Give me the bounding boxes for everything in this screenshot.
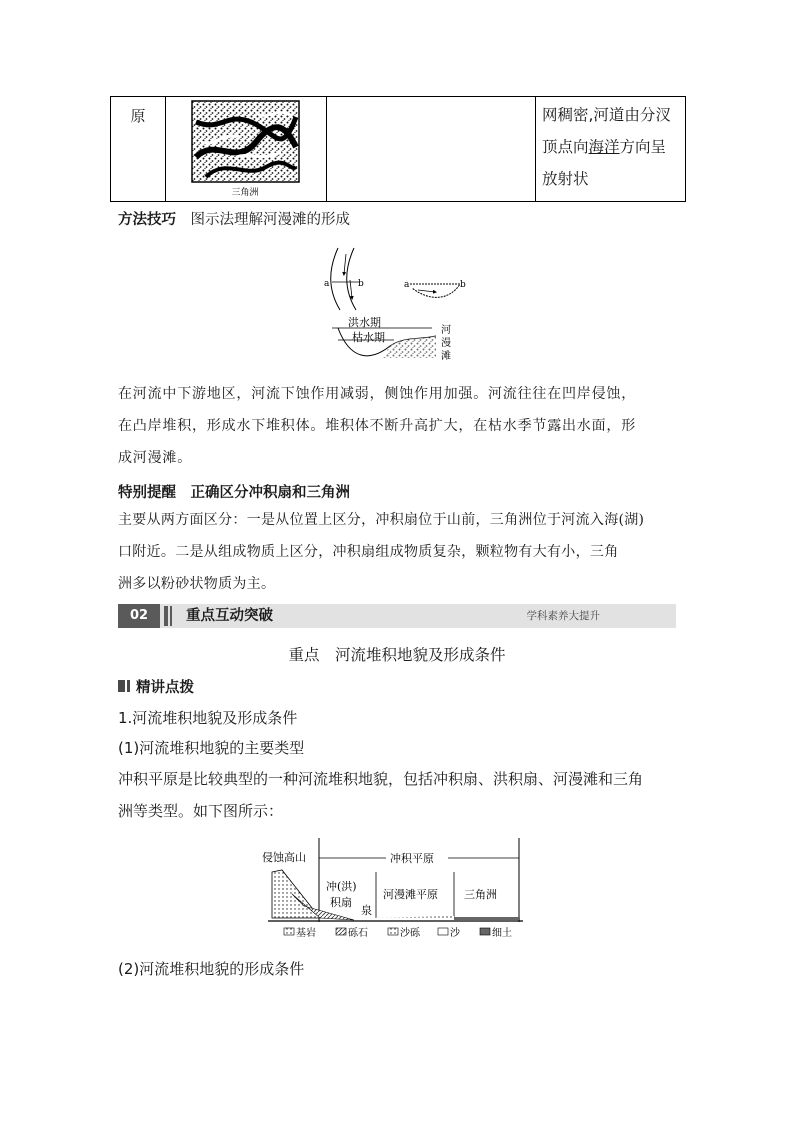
legend-bedrock: 基岩: [296, 928, 316, 939]
section-title: 重点互动突破: [186, 608, 273, 624]
floodplain-formation-figure: [320, 240, 480, 365]
fan-label-1: 冲(洪): [326, 880, 357, 893]
jingjiang-heading: 精讲点拨: [136, 680, 194, 696]
row-label-text: 原: [130, 107, 146, 125]
delta-image-cell: [166, 97, 327, 202]
body-paragraph: 冲积平原是比较典型的一种河流堆积地貌，包括冲积扇、洪积扇、河漫滩和三角 洲等类型。如下图所示：: [118, 770, 644, 820]
desc-line-3: 放射状: [542, 170, 589, 188]
landform-table: [110, 96, 686, 202]
method-paragraph: 在河流中下游地区，河流下蚀作用减弱，侧蚀作用加强。河流往往在凹岸侵蚀， 在凸岸堆积，形成水下堆积体。堆积体不断升高扩大，在枯水季节露出水面，形 成河漫滩。: [118, 386, 636, 466]
desc-underlined-word: 海洋: [588, 138, 620, 156]
spring-label: 泉: [361, 904, 372, 917]
desc-line-1: 网稠密,河道由分汊: [542, 106, 671, 124]
legend-sand: 沙: [450, 928, 460, 939]
item-1-1: (1)河流堆积地貌的主要类型: [118, 739, 305, 757]
section-bar: [118, 604, 676, 628]
label-b: b: [358, 279, 364, 289]
section-square-icon: [118, 680, 130, 692]
label-flood: 洪水期: [348, 316, 381, 329]
label-floodplain-2: 漫: [441, 338, 451, 349]
floodplain-plain-label: 河漫滩平原: [383, 888, 438, 901]
legend-gravel: 砾石: [348, 928, 368, 939]
empty-cell: [327, 97, 536, 202]
fan-label-2: 积扇: [330, 896, 352, 909]
method-heading: 方法技巧 图示法理解河漫滩的形成: [118, 212, 350, 228]
desc-line-2: 顶点向海洋方向呈: [542, 138, 667, 156]
square-icon-split: [125, 680, 127, 692]
delta-map-image: [166, 97, 326, 201]
legend-fine-soil: 细土: [492, 928, 512, 939]
image-caption: 三角洲: [231, 188, 259, 198]
label-dry: 枯水期: [352, 331, 385, 344]
plain-label: 冲积平原: [390, 852, 434, 865]
reminder-paragraph: 主要从两方面区分：一是从位置上区分，冲积扇位于山前，三角洲位于河流入海(湖) 口附近。二是从组成物质上区分，冲积扇组成物质复杂，颗粒物有大有小，三角 洲多以粉砂状物质为主。: [118, 512, 645, 592]
table-row-label: [111, 97, 166, 202]
bar-divider-thin: [170, 606, 172, 626]
item-1: 1.河流堆积地貌及形成条件: [118, 709, 298, 727]
alluvial-plain-figure: [258, 836, 538, 944]
label-a: a: [324, 279, 330, 289]
section-number: 02: [118, 604, 160, 628]
label-floodplain-1: 河: [441, 325, 451, 336]
label-a2: a: [404, 280, 410, 290]
delta-label: 三角洲: [464, 888, 497, 901]
delta-description-cell: [536, 97, 686, 202]
mountain-label: 侵蚀高山: [262, 851, 306, 864]
label-floodplain-3: 滩: [441, 351, 451, 362]
bar-divider: [164, 606, 168, 626]
item-1-2: (2)河流堆积地貌的形成条件: [118, 960, 305, 978]
section-subtitle: 学科素养大提升: [526, 610, 600, 622]
key-point-title: 重点 河流堆积地貌及形成条件: [288, 646, 506, 664]
reminder-heading: 特别提醒 正确区分冲积扇和三角洲: [118, 485, 350, 501]
label-b2: b: [460, 280, 466, 290]
legend-sand-gravel: 沙砾: [400, 928, 420, 939]
